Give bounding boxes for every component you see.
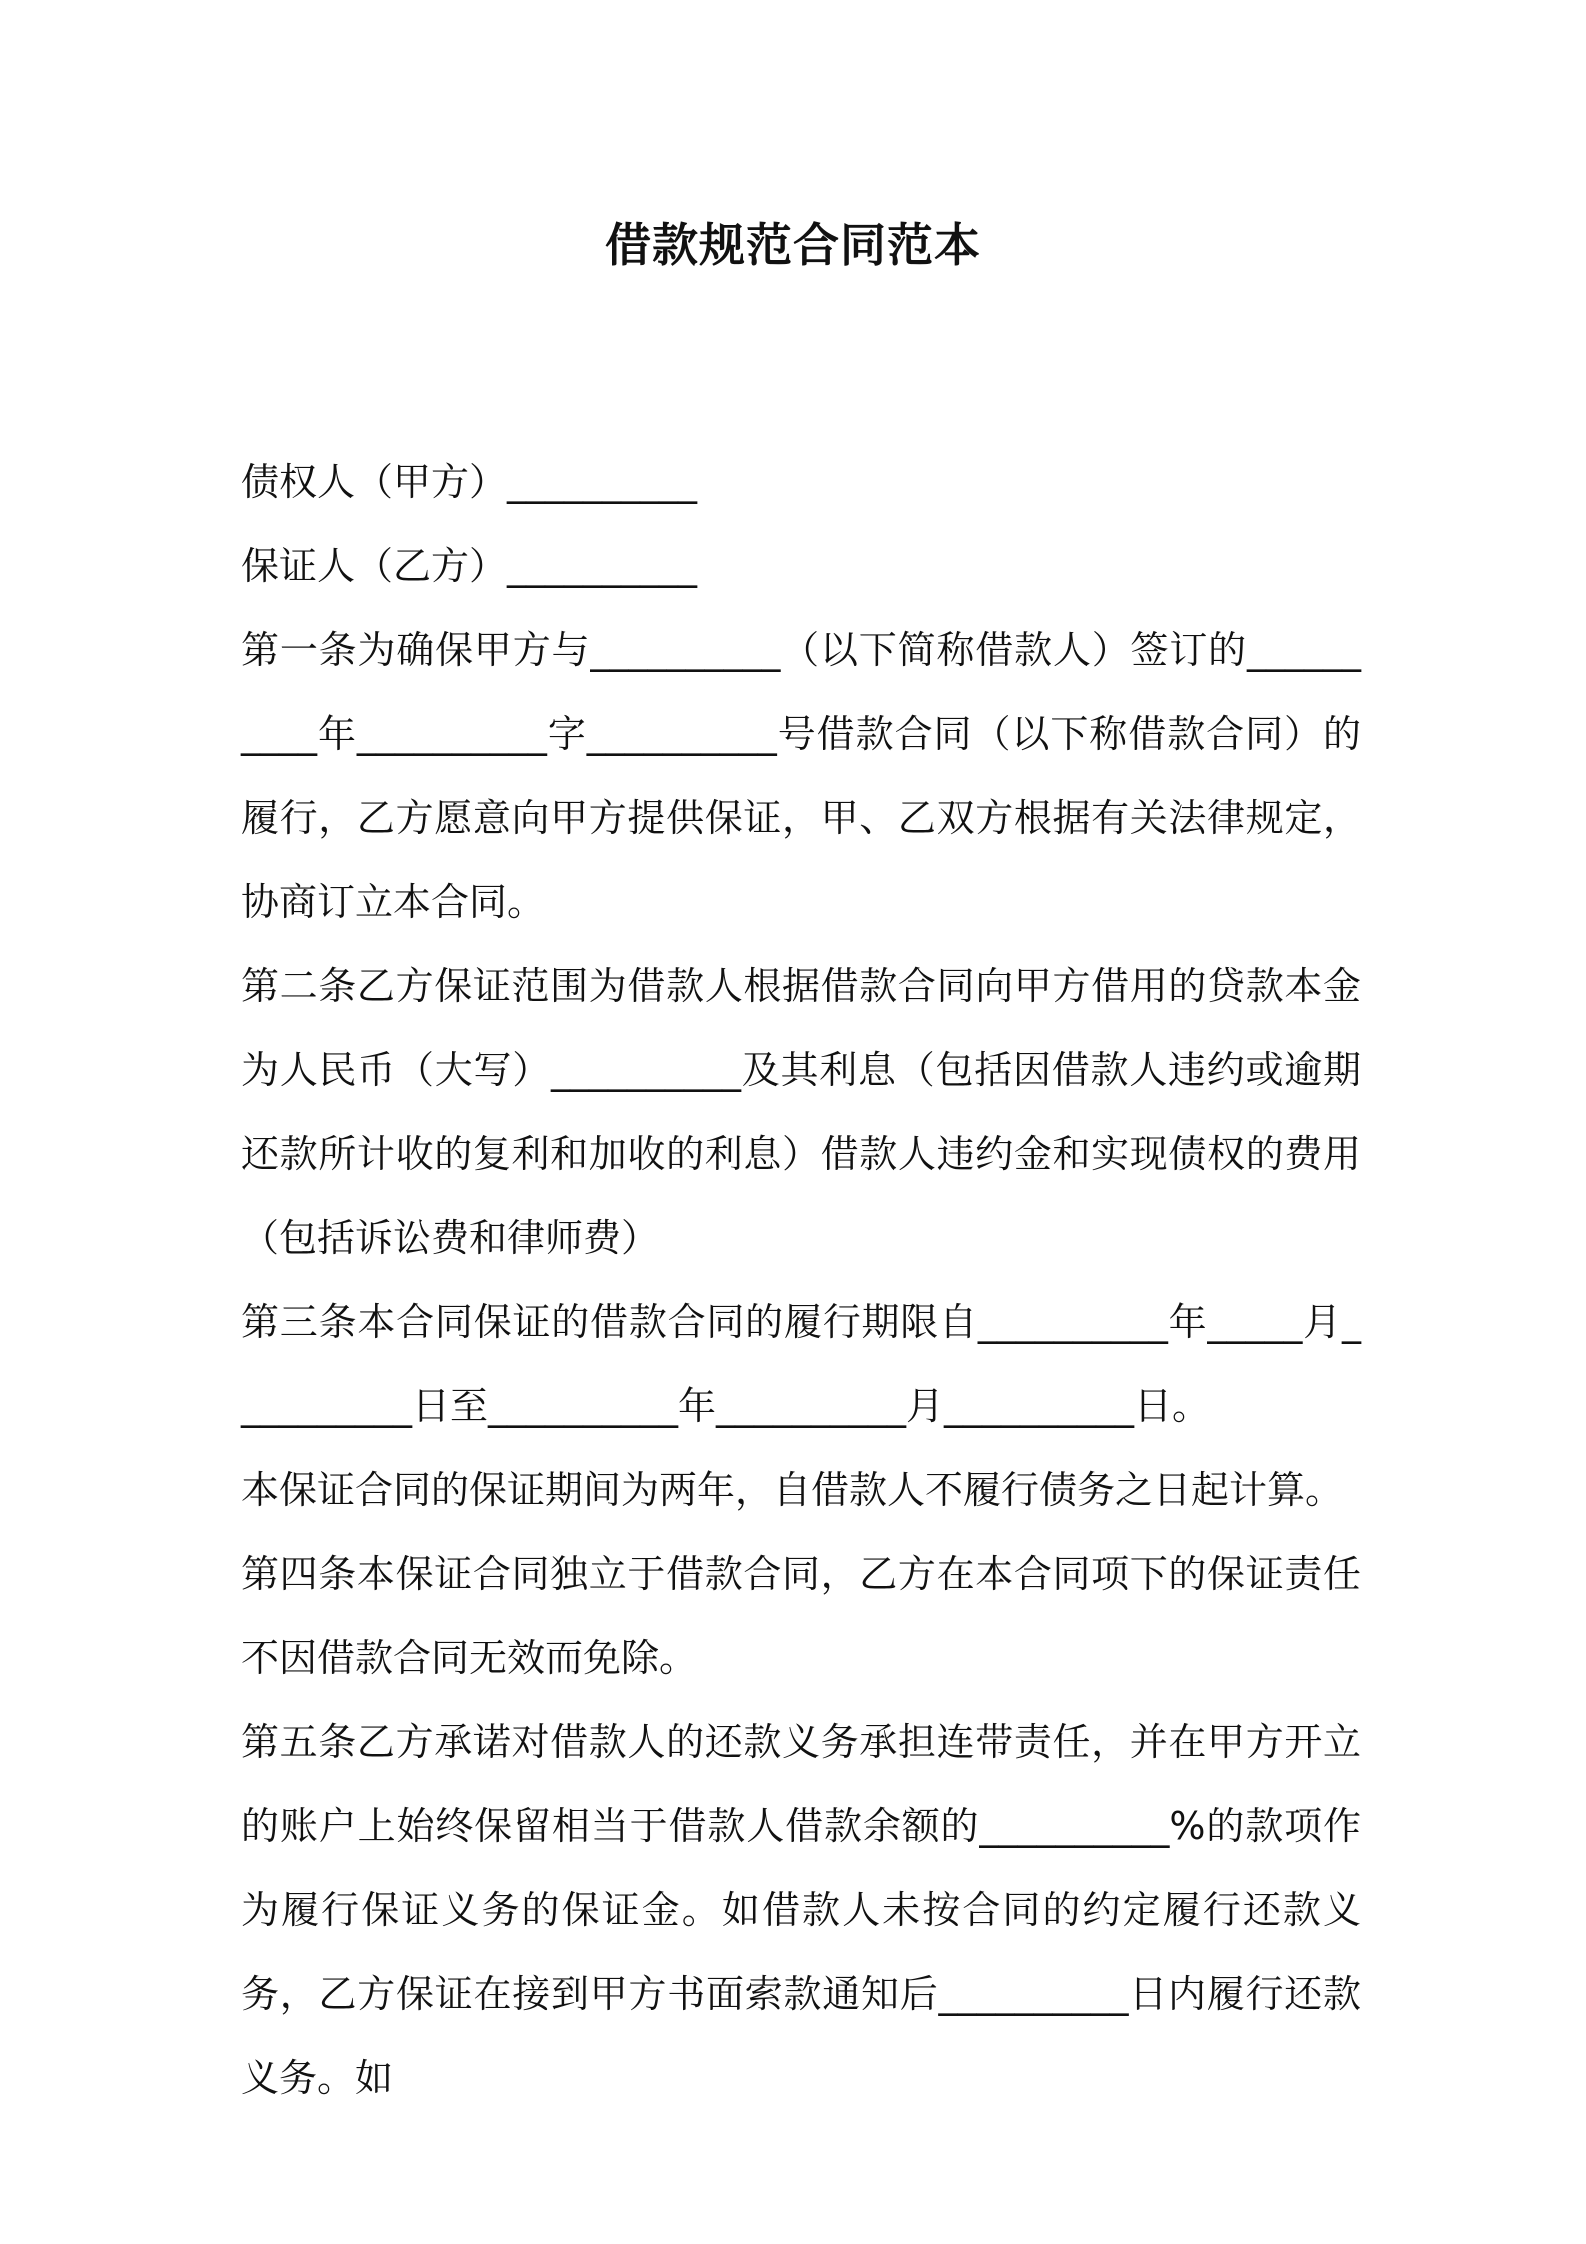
article-3: 第三条本合同保证的借款合同的履行期限自__________年_____月__________日至__________年__________月__________日。 bbox=[241, 1300, 1361, 1428]
document-body bbox=[241, 440, 1361, 2120]
creditor-line: 债权人（甲方）__________ bbox=[241, 460, 698, 504]
guarantor-line: 保证人（乙方）__________ bbox=[241, 544, 698, 588]
article-2: 第二条乙方保证范围为借款人根据借款合同向甲方借用的贷款本金为人民币（大写）__________及其利息（包括因借款人违约或逾期还款所计收的复利和加收的利息）借款人违约金和实现债权的费用（包括诉讼费和律师费） bbox=[241, 964, 1361, 1260]
document-title: 借款规范合同范本 bbox=[605, 218, 981, 272]
article-1: 第一条为确保甲方与__________（以下简称借款人）签订的__________年__________字__________号借款合同（以下称借款合同）的履行，乙方愿意向甲方提供保证，甲、乙双方根据有关法律规定，协商订立本合同。 bbox=[241, 628, 1361, 924]
article-4: 第四条本保证合同独立于借款合同，乙方在本合同项下的保证责任不因借款合同无效而免除。 bbox=[241, 1552, 1361, 1680]
article-5: 第五条乙方承诺对借款人的还款义务承担连带责任，并在甲方开立的账户上始终保留相当于借款人借款余额的__________%的款项作为履行保证义务的保证金。如借款人未按合同的约定履行还款义务，乙方保证在接到甲方书面索款通知后__________日内履行还款义务。如 bbox=[241, 1720, 1361, 2100]
guarantee-period: 本保证合同的保证期间为两年，自借款人不履行债务之日起计算。 bbox=[241, 1468, 1344, 1512]
